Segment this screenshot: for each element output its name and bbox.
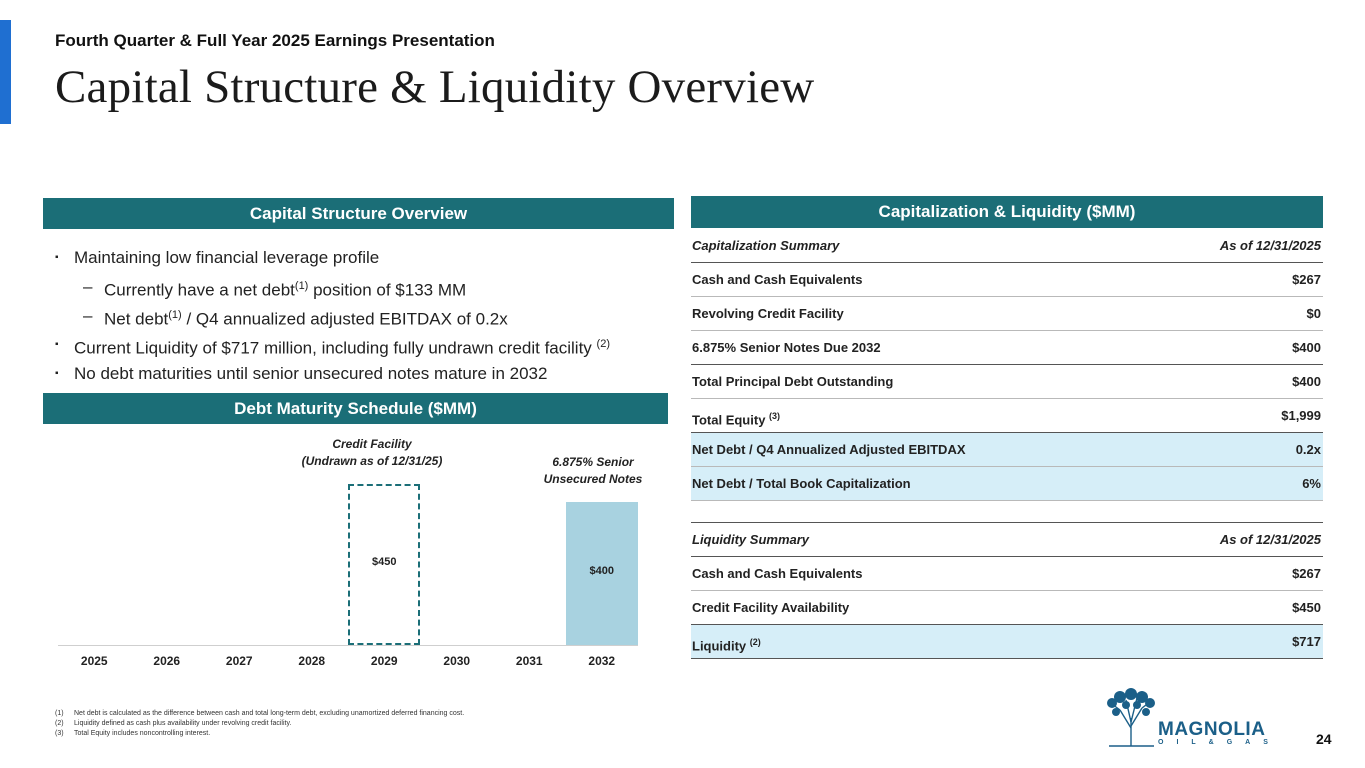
row-value: $267: [1292, 566, 1321, 581]
footnote-ref: (1): [294, 280, 309, 292]
page-number: 24: [1316, 731, 1332, 747]
row-label: Revolving Credit Facility: [692, 306, 844, 321]
row-value: $0: [1306, 306, 1321, 321]
footnote-number: (2): [55, 720, 64, 727]
footnote: [55, 719, 464, 729]
sub-bullet-item: [55, 301, 675, 330]
accent-bar: [0, 20, 11, 124]
table-row: [691, 399, 1323, 433]
table-row: [691, 591, 1323, 625]
footnote-ref: (3): [769, 411, 781, 421]
bullet-text: Current Liquidity of $717 million, including fully undrawn credit facility: [74, 338, 597, 358]
row-value: $450: [1292, 600, 1321, 615]
row-label: Total Principal Debt Outstanding: [692, 374, 894, 389]
row-value: $400: [1292, 374, 1321, 389]
bullet-list: [55, 243, 675, 388]
senior-notes-value-label: $400: [589, 565, 614, 578]
row-label: 6.875% Senior Notes Due 2032: [692, 340, 881, 355]
logo-wordmark: MAGNOLIA: [1158, 719, 1266, 740]
bullet-item: [55, 330, 675, 359]
table-header-date: As of 12/31/2025: [1219, 532, 1321, 547]
bullet-text: Maintaining low financial leverage profile: [74, 248, 380, 267]
row-label: Net Debt / Total Book Capitalization: [692, 476, 911, 491]
footnote-number: (1): [55, 710, 64, 717]
table-spacer: [691, 501, 1323, 523]
footnote-text: Net debt is calculated as the difference between cash and total long-term debt, excluding unamortized deferred financing cost.: [74, 710, 465, 717]
table-header-label: Liquidity Summary: [692, 532, 810, 547]
bullet-text: / Q4 annualized adjusted EBITDAX of 0.2x: [181, 309, 508, 329]
bullet-item: [55, 243, 675, 272]
x-axis: [58, 645, 638, 646]
row-label-text: Liquidity: [692, 638, 750, 654]
annotation-line: 6.875% Senior: [552, 455, 634, 469]
table-row: [691, 625, 1323, 659]
row-label: [692, 625, 761, 663]
table-row: [691, 365, 1323, 399]
table-row: [691, 467, 1323, 501]
row-label: [692, 399, 780, 437]
debt-maturity-chart: [55, 430, 670, 680]
row-value: 6%: [1302, 476, 1321, 491]
bullet-marker: ▪: [55, 368, 59, 379]
bullet-marker: ▪: [55, 339, 59, 350]
x-tick-label: 2028: [298, 654, 326, 668]
bullet-text: Net debt: [104, 309, 169, 329]
dash-marker: –: [83, 277, 93, 296]
annotation-line: Credit Facility: [332, 437, 412, 451]
table-row: [691, 297, 1323, 331]
x-tick-label: 2030: [443, 654, 471, 668]
credit-facility-value-label: $450: [372, 556, 397, 569]
table-header-date: As of 12/31/2025: [1219, 238, 1321, 253]
annotation-line: (Undrawn as of 12/31/25): [301, 454, 443, 468]
footnote-ref: (2): [596, 338, 610, 350]
footnote-text: Liquidity defined as cash plus availability under revolving credit facility.: [74, 720, 292, 727]
table-header-row: [691, 229, 1323, 263]
x-tick-label: 2031: [515, 654, 543, 668]
row-label: Cash and Cash Equivalents: [692, 272, 863, 287]
logo-subtitle: OIL&GAS: [1158, 739, 1281, 746]
capital-structure-header: Capital Structure Overview: [43, 198, 674, 229]
page-title: Capital Structure & Liquidity Overview: [55, 61, 815, 113]
credit-facility-annotation: [277, 436, 467, 470]
x-tick-label: 2027: [225, 654, 253, 668]
table-header-row: [691, 523, 1323, 557]
bullet-text: position of $133 MM: [308, 280, 467, 300]
row-value: $267: [1292, 272, 1321, 287]
row-value: $1,999: [1281, 408, 1321, 423]
footnote: [55, 709, 464, 719]
row-label-text: Total Equity: [692, 412, 770, 428]
x-tick-label: 2025: [80, 654, 108, 668]
bullet-item: [55, 359, 675, 388]
footnote-ref: (1): [168, 309, 182, 321]
row-label: Credit Facility Availability: [692, 600, 850, 615]
row-label: Cash and Cash Equivalents: [692, 566, 863, 581]
presentation-subtitle: Fourth Quarter & Full Year 2025 Earnings Presentation: [55, 31, 495, 50]
annotation-line: Unsecured Notes: [543, 472, 643, 486]
sub-bullet-item: [55, 272, 675, 301]
footnote-text: Total Equity includes noncontrolling interest.: [74, 730, 211, 737]
capitalization-table: [691, 229, 1323, 659]
bullet-marker: ▪: [55, 252, 59, 263]
capitalization-liquidity-header: Capitalization & Liquidity ($MM): [691, 196, 1323, 228]
row-value: $400: [1292, 340, 1321, 355]
footnote: [55, 729, 464, 739]
bullet-text: Currently have a net debt: [104, 280, 295, 300]
x-tick-label: 2032: [588, 654, 616, 668]
footnotes: [55, 709, 464, 739]
bullet-text: No debt maturities until senior unsecured notes mature in 2032: [74, 364, 548, 383]
debt-maturity-header: Debt Maturity Schedule ($MM): [43, 393, 668, 424]
row-value: $717: [1292, 634, 1321, 649]
row-value: 0.2x: [1295, 442, 1321, 457]
row-label: Net Debt / Q4 Annualized Adjusted EBITDAX: [692, 442, 966, 457]
senior-notes-annotation: [533, 454, 653, 488]
table-header-label: Capitalization Summary: [692, 238, 840, 253]
x-tick-label: 2026: [153, 654, 181, 668]
dash-marker: –: [83, 306, 93, 325]
footnote-number: (3): [55, 730, 64, 737]
footnote-ref: (2): [749, 637, 761, 647]
table-row: [691, 557, 1323, 591]
x-tick-label: 2029: [370, 654, 398, 668]
table-row: [691, 331, 1323, 365]
table-row: [691, 433, 1323, 467]
table-row: [691, 263, 1323, 297]
